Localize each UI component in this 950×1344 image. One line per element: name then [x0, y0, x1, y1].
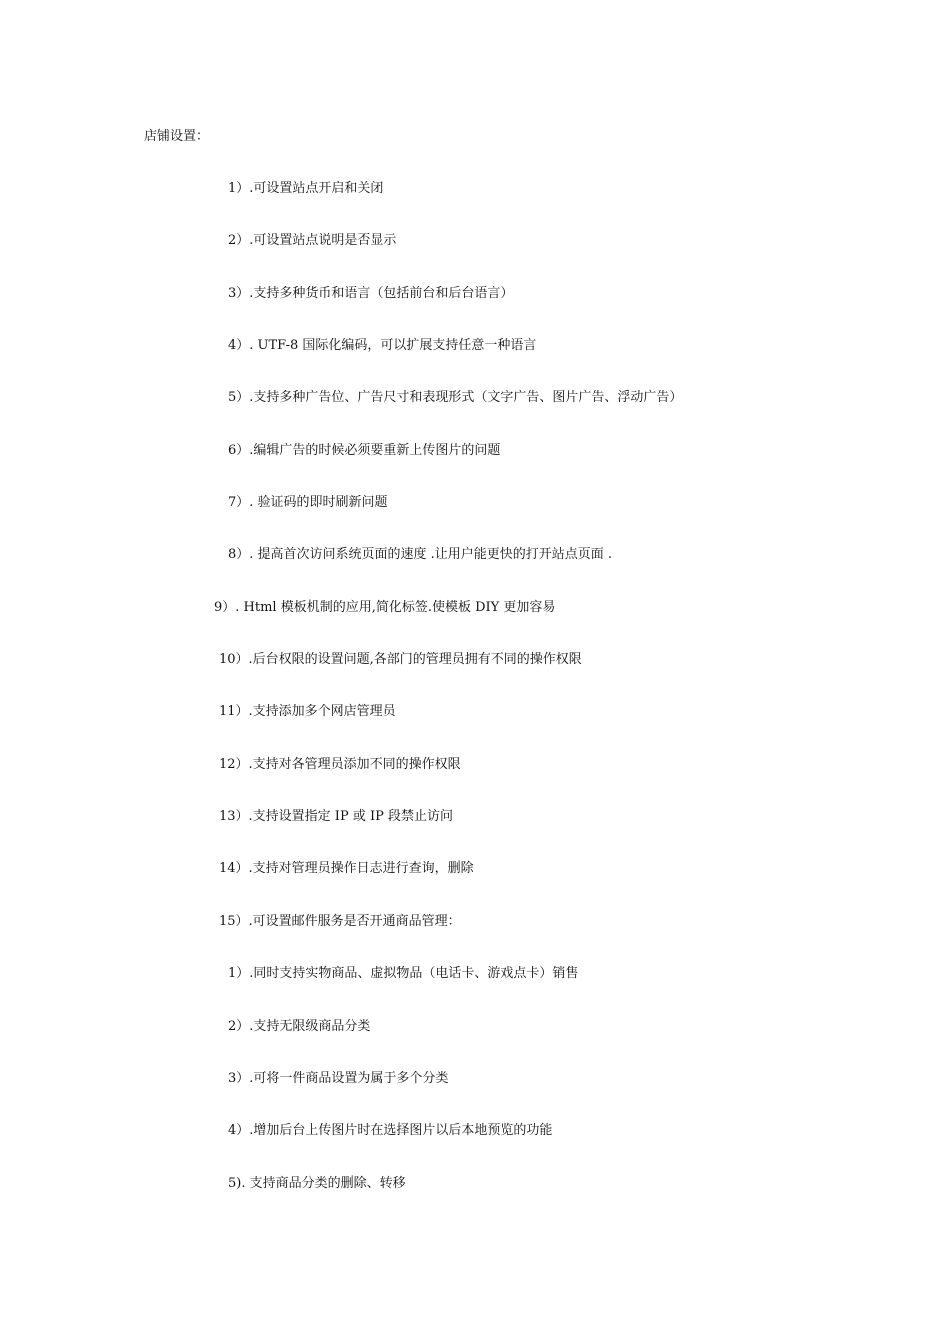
- list-item: 1）.同时支持实物商品、虚拟物品（电话卡、游戏点卡）销售: [228, 966, 579, 982]
- list-item: 5). 支持商品分类的删除、转移: [228, 1175, 406, 1191]
- list-item: 9）. Html 模板机制的应用,简化标签.使模板 DIY 更加容易: [214, 599, 556, 615]
- list-item: 8）. 提高首次访问系统页面的速度 .让用户能更快的打开站点页面 .: [228, 547, 613, 563]
- feature-list: [0, 180, 950, 1227]
- section-heading: 店铺设置：: [144, 129, 210, 144]
- list-item: 13）.支持设置指定 IP 或 IP 段禁止访问: [219, 809, 453, 825]
- list-item: 15）.可设置邮件服务是否开通商品管理：: [219, 913, 461, 929]
- list-item: 12）.支持对各管理员添加不同的操作权限: [219, 756, 461, 772]
- list-item: 2）.支持无限级商品分类: [228, 1018, 371, 1034]
- list-item: 14）.支持对管理员操作日志进行查询，删除: [219, 861, 474, 877]
- list-item: 3）.可将一件商品设置为属于多个分类: [228, 1070, 449, 1086]
- list-item: 10）.后台权限的设置问题,各部门的管理员拥有不同的操作权限: [219, 652, 582, 668]
- list-item: 1）.可设置站点开启和关闭: [228, 181, 384, 196]
- list-item: 2）.可设置站点说明是否显示: [228, 233, 397, 249]
- list-item: 7）. 验证码的即时刷新问题: [228, 495, 388, 511]
- list-item: 6）.编辑广告的时候必须要重新上传图片的问题: [228, 442, 501, 458]
- list-item: 3）.支持多种货币和语言（包括前台和后台语言）: [228, 285, 514, 301]
- list-item: 4）. UTF-8 国际化编码，可以扩展支持任意一种语言: [228, 338, 537, 354]
- list-item: 4）.增加后台上传图片时在选择图片以后本地预览的功能: [228, 1123, 553, 1139]
- list-item: 11）.支持添加多个网店管理员: [219, 704, 396, 720]
- list-item: 5）.支持多种广告位、广告尺寸和表现形式（文字广告、图片广告、浮动广告）: [228, 390, 683, 406]
